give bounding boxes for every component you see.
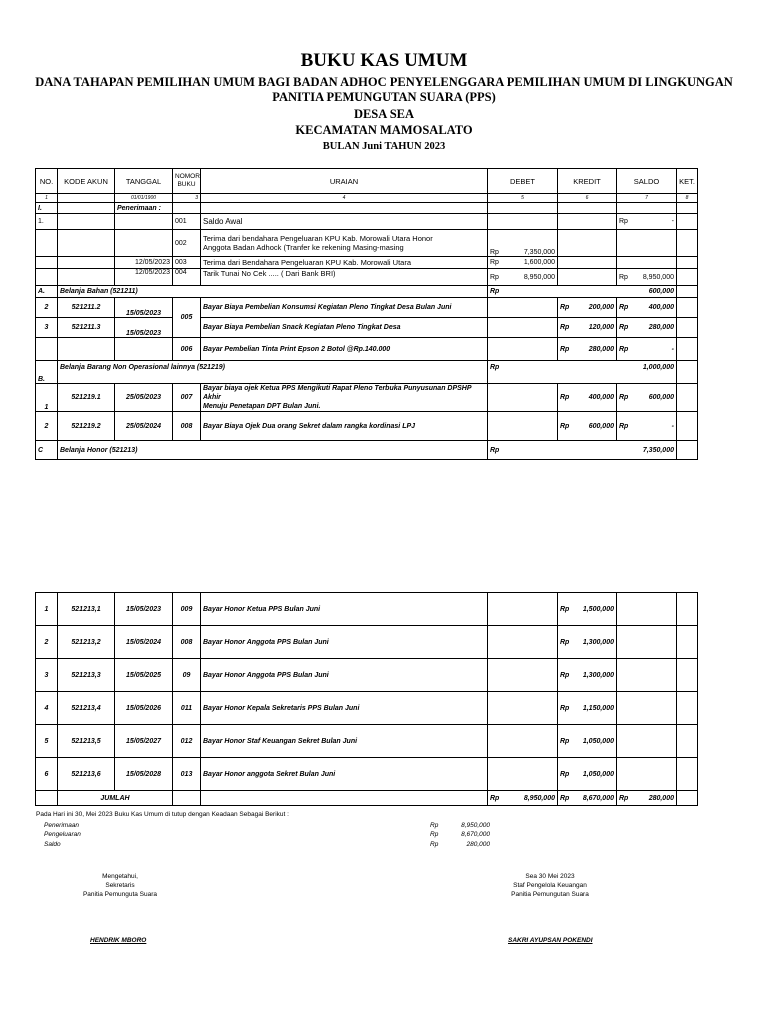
currency: Rp (560, 671, 570, 679)
colnum (58, 194, 115, 203)
debet-value: 8,950,000 (523, 273, 555, 281)
currency: Rp (560, 422, 570, 430)
book-number: 009 (173, 593, 201, 626)
signature-right-line-1: Sea 30 Mei 2023 (525, 873, 575, 880)
saldo-label: Saldo (44, 841, 61, 848)
currency: Rp (490, 249, 499, 256)
book-number: 013 (173, 758, 201, 791)
book-number: 006 (173, 338, 201, 361)
account-code: 521219.1 (58, 384, 115, 412)
currency: Rp (490, 259, 499, 266)
currency: Rp (619, 304, 629, 311)
district-name: KECAMATAN MAMOSALATO (295, 123, 473, 137)
table-row (36, 338, 698, 361)
col-debet: DEBET (488, 169, 558, 194)
row-number: 3 (36, 659, 58, 692)
col-tanggal: TANGGAL (115, 169, 173, 194)
account-code: 521213,5 (58, 725, 115, 758)
account-code: 521213,3 (58, 659, 115, 692)
row-number: 3 (36, 318, 58, 338)
row-number: 6 (36, 758, 58, 791)
table-row (36, 318, 698, 338)
col-saldo: SALDO (617, 169, 677, 194)
row-number: 1 (36, 593, 58, 626)
signature-left-line-1: Mengetahui, (102, 873, 138, 880)
saldo-value: 1,000,000 (642, 364, 674, 371)
description: Bayar Pembelian Tinta Print Epson 2 Botol @Rp.140.000 (201, 338, 488, 361)
saldo-line (430, 840, 490, 849)
colnum: 6 (558, 194, 617, 203)
saldo-value: 8,950,000 (642, 273, 674, 281)
currency: Rp (430, 822, 439, 829)
kredit-value: 1,050,000 (582, 770, 614, 778)
currency: Rp (490, 794, 500, 802)
saldo-value: 7,350,000 (642, 446, 674, 454)
book-number: 004 (173, 269, 201, 286)
table-row (36, 230, 698, 257)
penerimaan-value: 8,950,000 (461, 822, 490, 829)
currency: Rp (619, 794, 629, 802)
village-name: DESA SEA (353, 107, 415, 121)
currency: Rp (619, 422, 629, 430)
total-label: JUMLAH (58, 791, 173, 806)
document-title: BUKU KAS UMUM (300, 50, 468, 71)
table-row (36, 214, 698, 230)
table-row (36, 257, 698, 269)
penerimaan-label: Penerimaan (44, 822, 80, 829)
currency: Rp (490, 446, 500, 454)
date: 15/05/2024 (115, 626, 173, 659)
description: Bayar Honor Anggota PPS Bulan Juni (201, 659, 488, 692)
kredit-value: 120,000 (588, 324, 614, 331)
table-row (36, 725, 698, 758)
date: 15/05/2025 (115, 659, 173, 692)
table-row (36, 269, 698, 286)
section-label: Belanja Barang Non Operasional lainnya (521219) (58, 361, 488, 384)
description-line-1: Terima dari bendahara Pengeluaran KPU Kab. Morowali Utara Honor (203, 234, 433, 243)
row-number: 1. (36, 214, 58, 230)
pengeluaran-value: 8,670,000 (461, 831, 490, 838)
saldo-value: 600,000 (648, 394, 674, 401)
book-number: 09 (173, 659, 201, 692)
section-number: B. (36, 361, 58, 384)
kredit-value: 1,050,000 (582, 737, 614, 745)
saldo-value: 400,000 (648, 304, 674, 311)
currency: Rp (430, 841, 439, 848)
colnum: 4 (201, 194, 488, 203)
document-subtitle (0, 75, 768, 105)
currency: Rp (619, 218, 628, 225)
currency: Rp (490, 288, 500, 295)
book-number: 008 (173, 626, 201, 659)
currency: Rp (490, 364, 500, 371)
pengeluaran-line (430, 830, 490, 839)
kredit-value: 1,300,000 (582, 671, 614, 679)
table-row (36, 286, 698, 298)
account-code: 521213,4 (58, 692, 115, 725)
column-number-row (36, 194, 698, 203)
col-nomor-line-1: NOMOR (175, 173, 200, 180)
table-row (36, 412, 698, 441)
kredit-value: 600,000 (588, 422, 614, 430)
section-number: I. (36, 203, 58, 214)
table-row (36, 298, 698, 318)
section-label: Belanja Bahan (521211) (58, 286, 488, 298)
currency: Rp (560, 605, 570, 613)
description: Bayar Honor Anggota PPS Bulan Juni (201, 626, 488, 659)
date: 12/05/2023 (115, 257, 173, 269)
currency: Rp (619, 345, 629, 353)
account-code: 521211.2 (58, 298, 115, 318)
subtitle-line-1: DANA TAHAPAN PEMILIHAN UMUM BAGI BADAN ADHOC PENYELENGGARA PEMILIHAN UMUM DI LINGKUNGAN (35, 75, 733, 89)
description: Terima dari Bendahara Pengeluaran KPU Kab. Morowali Utara (201, 257, 488, 269)
table-row (36, 593, 698, 626)
signature-right (490, 872, 610, 899)
description: Bayar Biaya Pembelian Konsumsi Kegiatan Pleno Tingkat Desa Bulan Juni (201, 298, 488, 318)
date: 15/05/2027 (115, 725, 173, 758)
row-number: 1 (36, 384, 58, 412)
penerimaan-line (430, 821, 490, 830)
currency: Rp (560, 704, 570, 712)
col-ket: KET. (677, 169, 698, 194)
kredit-value: 280,000 (588, 345, 614, 353)
signature-right-name: SAKRI AYUPSAN POKENDI (508, 937, 593, 944)
table-row (36, 361, 698, 384)
total-debet: 8,950,000 (523, 794, 555, 802)
kredit-value: 1,150,000 (582, 704, 614, 712)
saldo-value: 280,000 (648, 324, 674, 331)
date: 25/05/2023 (115, 384, 173, 412)
colnum: 7 (617, 194, 677, 203)
total-kredit: 8,670,000 (582, 794, 614, 802)
date: 15/05/2026 (115, 692, 173, 725)
account-code: 521213,2 (58, 626, 115, 659)
description-line-1: Bayar biaya ojek Ketua PPS Mengikuti Rapat Pleno Terbuka Punyusunan DPSHP Akhir (203, 385, 472, 401)
table-row (36, 384, 698, 412)
colnum: 3 (173, 194, 201, 203)
description: Tarik Tunai No Cek ..... ( Dari Bank BRI) (201, 269, 488, 286)
saldo-value: - (671, 345, 674, 353)
kredit-value: 1,500,000 (582, 605, 614, 613)
book-number: 002 (173, 230, 201, 257)
col-uraian: URAIAN (201, 169, 488, 194)
table-row (36, 692, 698, 725)
description: Bayar Honor Kepala Sekretaris PPS Bulan Juni (201, 692, 488, 725)
pengeluaran-label: Pengeluaran (44, 831, 81, 838)
book-number: 008 (173, 412, 201, 441)
row-number: 4 (36, 692, 58, 725)
book-number: 001 (173, 214, 201, 230)
currency: Rp (560, 345, 570, 353)
currency: Rp (560, 638, 570, 646)
saldo-value: - (671, 218, 674, 225)
saldo-value: - (671, 422, 674, 430)
table-row (36, 441, 698, 460)
currency: Rp (490, 273, 499, 281)
book-number: 011 (173, 692, 201, 725)
date: 15/05/2023 (115, 298, 173, 318)
colnum: 01/01/1900 (115, 194, 173, 203)
account-code: 521211.3 (58, 318, 115, 338)
description-line-2: Anggota Badan Adhock (Tranfer ke rekening Masing-masing (203, 243, 404, 252)
col-no: NO. (36, 169, 58, 194)
saldo-value: 600,000 (648, 288, 674, 295)
currency: Rp (560, 737, 570, 745)
debet-value: 7,350,000 (523, 249, 555, 256)
signature-left (60, 872, 180, 899)
kredit-value: 400,000 (588, 394, 614, 401)
col-nomor (173, 169, 201, 194)
book-number: 012 (173, 725, 201, 758)
section-label: Belanja Honor (521213) (58, 441, 488, 460)
table-row (36, 659, 698, 692)
kredit-value: 200,000 (588, 304, 614, 311)
period-label: BULAN Juni TAHUN 2023 (322, 141, 446, 152)
signature-right-line-2: Staf Pengelola Keuangan (513, 882, 587, 889)
account-code: 521213,6 (58, 758, 115, 791)
total-saldo: 280,000 (648, 794, 674, 802)
description: Bayar Honor anggota Sekret Bulan Juni (201, 758, 488, 791)
table-row (36, 626, 698, 659)
table-header-row (36, 169, 698, 194)
description (201, 230, 488, 257)
book-number: 007 (173, 384, 201, 412)
currency: Rp (560, 794, 570, 802)
currency: Rp (560, 324, 570, 331)
currency: Rp (560, 304, 570, 311)
closing-statement: Pada Hari ini 30, Mei 2023 Buku Kas Umum di tutup dengan Keadaan Sebagai Berikut : (36, 811, 289, 818)
date: 25/05/2024 (115, 412, 173, 441)
date: 15/05/2023 (115, 593, 173, 626)
currency: Rp (619, 394, 629, 401)
signature-left-name: HENDRIK MBORO (90, 937, 147, 944)
colnum: 5 (488, 194, 558, 203)
description: Bayar Honor Ketua PPS Bulan Juni (201, 593, 488, 626)
account-code: 521213,1 (58, 593, 115, 626)
date: 15/05/2023 (115, 318, 173, 338)
description-line-2: Menuju Penetapan DPT Bulan Juni. (203, 403, 321, 410)
signature-left-line-3: Panitia Pemunguta Suara (82, 891, 158, 898)
currency: Rp (619, 324, 629, 331)
currency: Rp (560, 394, 570, 401)
section-number: A. (36, 286, 58, 298)
row-number: 5 (36, 725, 58, 758)
account-code: 521219.2 (58, 412, 115, 441)
colnum: 1 (36, 194, 58, 203)
date: 12/05/2023 (115, 269, 173, 286)
description: Bayar Honor Staf Keuangan Sekret Bulan Juni (201, 725, 488, 758)
description (201, 384, 488, 412)
colnum: 8 (677, 194, 698, 203)
saldo-value: 280,000 (466, 841, 490, 848)
col-kredit: KREDIT (558, 169, 617, 194)
description: Saldo Awal (201, 214, 488, 230)
cash-book-table (35, 168, 698, 460)
col-kode: KODE AKUN (58, 169, 115, 194)
currency: Rp (430, 831, 439, 838)
kredit-value: 1,300,000 (582, 638, 614, 646)
signature-left-line-2: Sekretaris (105, 882, 135, 889)
currency: Rp (619, 273, 628, 281)
description: Bayar Biaya Pembelian Snack Kegiatan Pleno Tingkat Desa (201, 318, 488, 338)
currency: Rp (560, 770, 570, 778)
col-nomor-line-2: BUKU (177, 181, 196, 188)
section-number: C (36, 441, 58, 460)
section-label: Penerimaan : (115, 203, 173, 214)
book-number: 003 (173, 257, 201, 269)
subtitle-line-2: PANITIA PEMUNGUTAN SUARA (PPS) (272, 90, 496, 104)
signature-right-line-3: Panitia Pemungutan Suara (511, 891, 589, 898)
table-row (36, 758, 698, 791)
debet-value: 1,600,000 (523, 259, 555, 266)
total-row (36, 791, 698, 806)
row-number: 2 (36, 298, 58, 318)
table-row (36, 203, 698, 214)
book-number: 005 (173, 298, 201, 338)
honor-table (35, 592, 698, 806)
description: Bayar Biaya Ojek Dua orang Sekret dalam rangka kordinasi LPJ (201, 412, 488, 441)
row-number: 2 (36, 412, 58, 441)
row-number: 2 (36, 626, 58, 659)
date: 15/05/2028 (115, 758, 173, 791)
